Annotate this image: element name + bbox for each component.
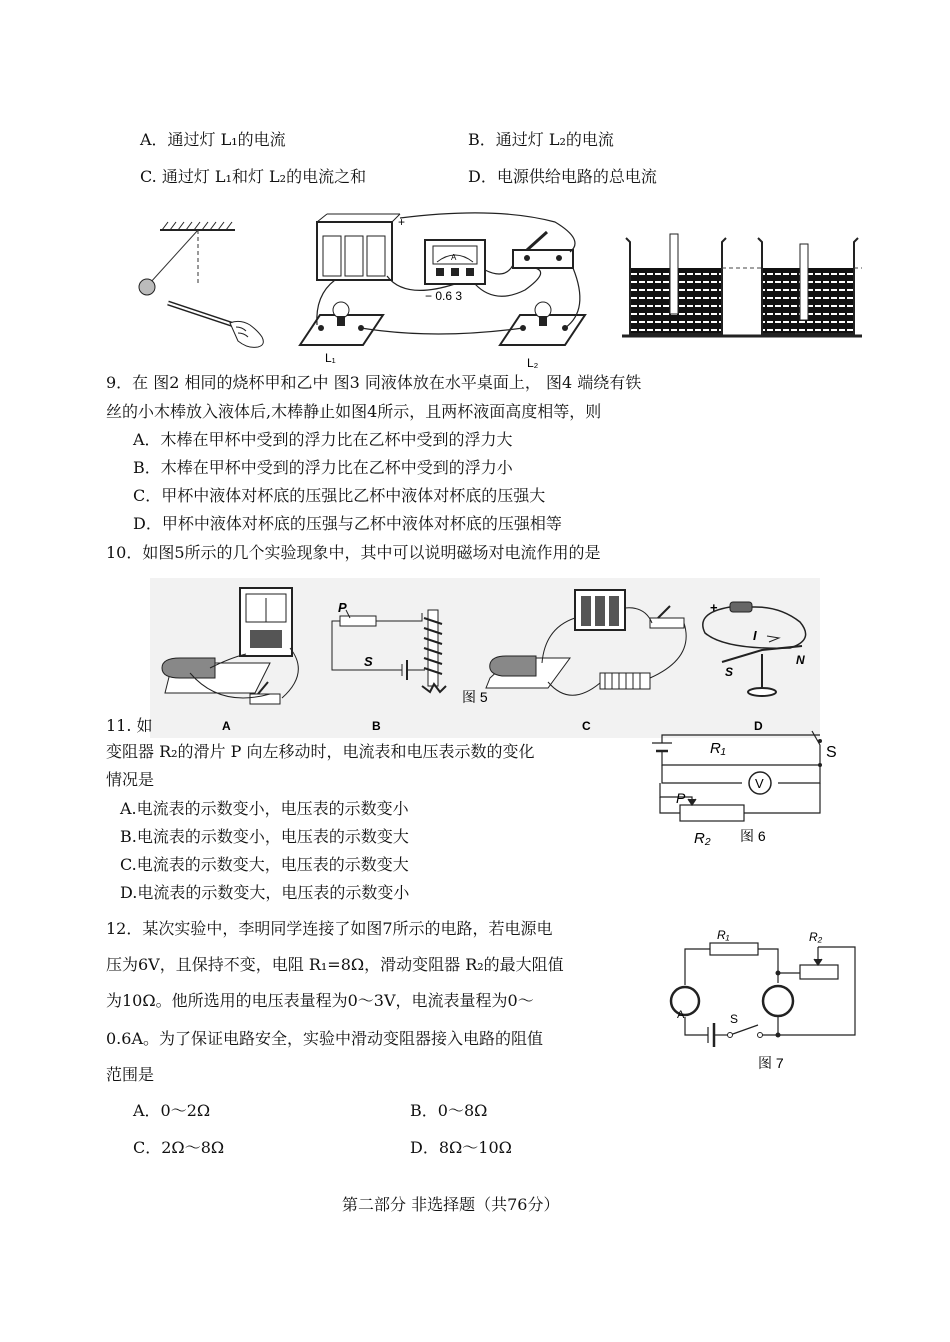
switch-label-fig7: S [730, 1012, 739, 1026]
beaker-jia-icon [626, 234, 726, 334]
q9-stem-line1: 9．在 图2 相同的烧杯甲和乙中 图3 同液体放在水平桌面上， 图4 端绕有铁 [106, 373, 642, 392]
label-s-b: S [364, 654, 373, 669]
label-s-d: S [725, 665, 734, 679]
battery-icon [317, 214, 405, 280]
figure-7-caption: 图 7 [758, 1055, 784, 1071]
label-i: I [753, 628, 757, 643]
label-n: N [796, 653, 805, 667]
q12-stem-line4: 0.6A。为了保证电路安全，实验中滑动变阻器接入电路的阻值 [106, 1029, 544, 1048]
switch-icon [513, 232, 573, 268]
q12-stem-line5: 范围是 [106, 1065, 155, 1084]
q12-option-a: A．0～2Ω [133, 1101, 211, 1120]
section-title: 第二部分 非选择题（共76分） [342, 1195, 560, 1214]
label-b: B [372, 719, 381, 733]
q9-option-c: C．甲杯中液体对杯底的压强比乙杯中液体对杯底的压强大 [133, 486, 546, 505]
slider-p-label: P [676, 790, 686, 806]
svg-text:+: + [398, 215, 406, 229]
q11-stem-line2: 变阻器 R₂的滑片 P 向左移动时，电流表和电压表示数的变化 [106, 742, 535, 761]
voltmeter-label: V [755, 776, 764, 791]
figure-5-caption: 图 5 [462, 689, 488, 705]
r1-label-fig6: R₁ [710, 740, 726, 757]
q9-option-b: B．木棒在甲杯中受到的浮力比在乙杯中受到的浮力小 [133, 458, 513, 477]
lamp-l2-label: L₂ [527, 356, 539, 370]
q12-option-b: B．0～8Ω [410, 1101, 488, 1120]
figure-6-caption: 图 6 [740, 828, 766, 844]
q12-stem-line2: 压为6V，且保持不变，电阻 R₁=8Ω，滑动变阻器 R₂的最大阻值 [106, 955, 564, 974]
figure-2-pendulum [130, 215, 280, 360]
figure-6-circuit [640, 725, 850, 855]
figure-4-beakers [622, 230, 862, 342]
figure-3-circuit [295, 210, 595, 370]
q8-option-c: C. 通过灯 L₁和灯 L₂的电流之和 [140, 167, 367, 186]
lamp-l1-label: L₁ [325, 351, 336, 365]
q11-option-b: B.电流表的示数变小，电压表的示数变大 [120, 827, 409, 846]
ammeter-scale: − 0.6 3 [425, 289, 463, 303]
q11-option-a: A.电流表的示数变小，电压表的示数变小 [120, 799, 409, 818]
label-a: A [222, 719, 231, 733]
q9-stem-line2: 丝的小木棒放入液体后,木棒静止如图4所示，且两杯液面高度相等，则 [106, 402, 602, 421]
q11-option-c: C.电流表的示数变大，电压表的示数变大 [120, 855, 409, 874]
lamp-l1-icon [300, 302, 383, 365]
label-p: P [338, 600, 347, 615]
q12-option-c: C．2Ω～8Ω [133, 1138, 225, 1157]
switch-label-fig6: S [826, 744, 837, 761]
q11-stem-line3: 情况是 [106, 770, 155, 789]
r2-label-fig7: R₂ [809, 930, 823, 944]
q10-stem: 10．如图5所示的几个实验现象中，其中可以说明磁场对电流作用的是 [106, 543, 601, 562]
r1-label-fig7: R₁ [717, 928, 730, 942]
label-c: C [582, 719, 591, 733]
q8-option-d: D．电源供给电路的总电流 [468, 167, 657, 186]
ammeter-label-fig7: A [677, 1009, 685, 1021]
r2-label-fig6: R₂ [694, 830, 711, 847]
beaker-yi-icon [758, 238, 858, 334]
q12-option-d: D．8Ω～10Ω [410, 1138, 512, 1157]
q12-stem-line1: 12．某次实验中，李明同学连接了如图7所示的电路，若电源电 [106, 919, 553, 938]
label-d: D [754, 719, 763, 733]
q9-option-a: A．木棒在甲杯中受到的浮力比在乙杯中受到的浮力大 [133, 430, 513, 449]
q12-stem-line3: 为10Ω。他所选用的电压表量程为0～3V，电流表量程为0～ [106, 991, 534, 1010]
q11-option-d: D.电流表的示数变大，电压表的示数变小 [120, 883, 410, 902]
ammeter-icon [425, 240, 485, 303]
lamp-l2-icon [500, 302, 585, 370]
q9-option-d: D．甲杯中液体对杯底的压强与乙杯中液体对杯底的压强相等 [133, 514, 562, 533]
svg-text:+: + [710, 600, 718, 615]
figure-7-circuit [660, 925, 865, 1075]
ammeter-label: A [451, 253, 457, 262]
figure-5-experiments [150, 578, 820, 738]
q11-stem-head: 11. 如 [106, 716, 153, 735]
q8-option-a: A．通过灯 L₁的电流 [140, 130, 286, 149]
q8-option-b: B．通过灯 L₂的电流 [468, 130, 614, 149]
